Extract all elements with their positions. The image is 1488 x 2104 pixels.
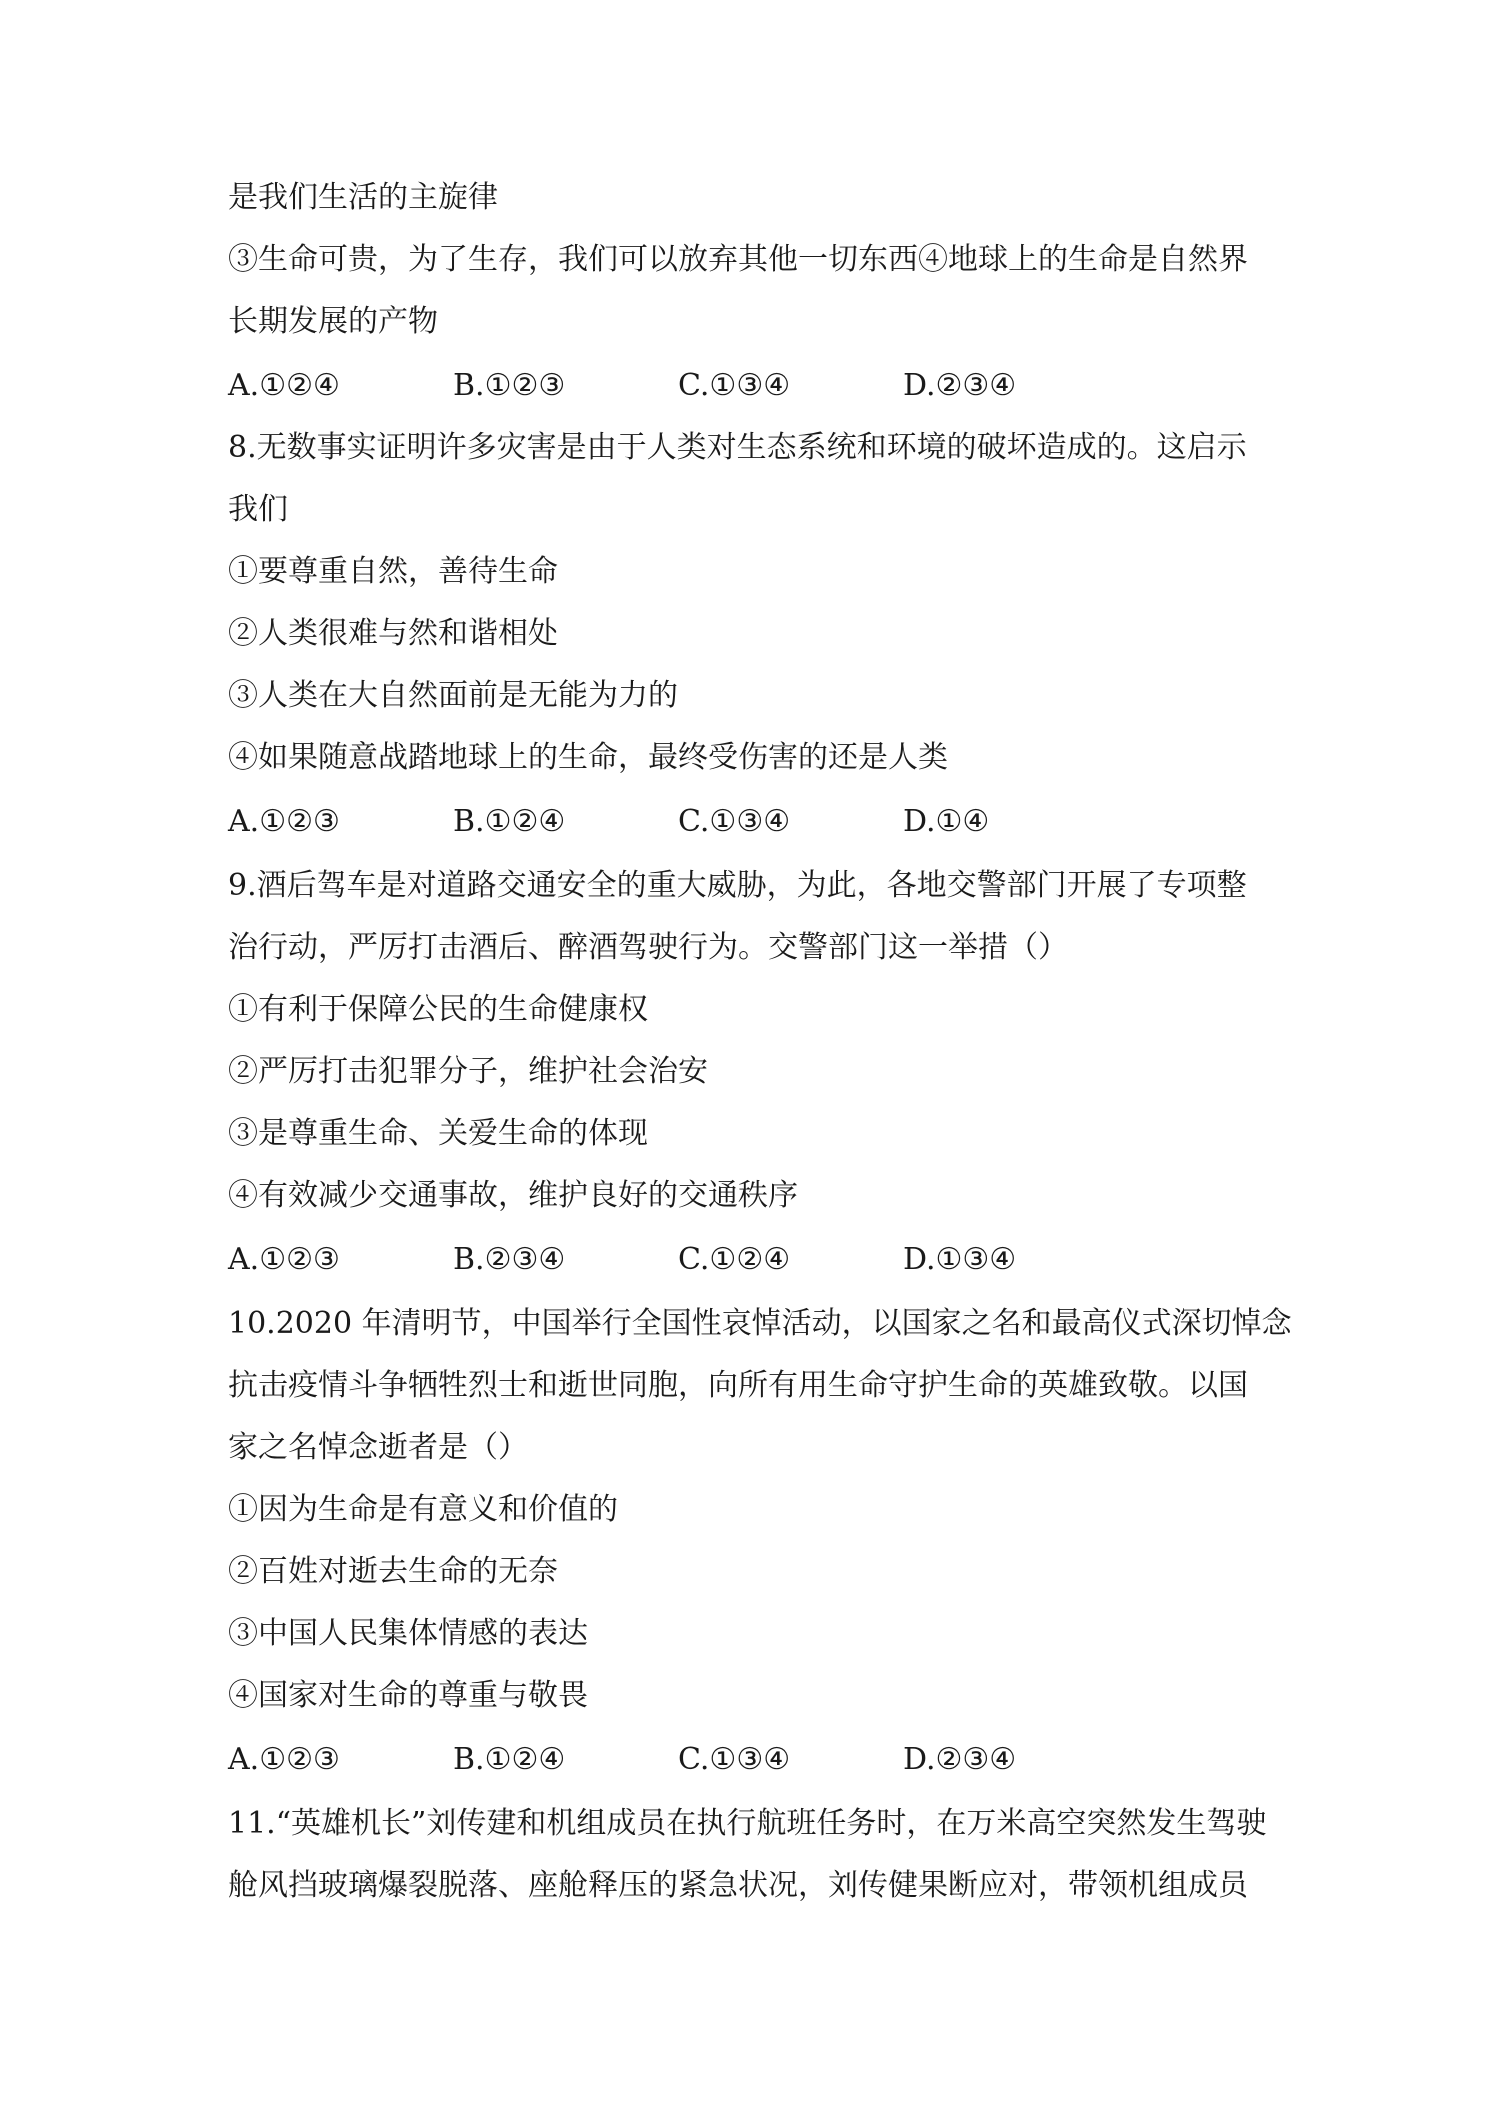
q10-item-1: ①因为生命是有意义和价值的	[228, 1492, 618, 1527]
continuation-line-1: 是我们生活的主旋律	[228, 180, 498, 215]
q10-item-2: ②百姓对逝去生命的无奈	[228, 1554, 558, 1589]
q8-option-a: A.①②③	[228, 804, 340, 839]
q8-option-c: C.①③④	[678, 804, 791, 839]
q9-item-3: ③是尊重生命、关爱生命的体现	[228, 1116, 648, 1151]
q10-option-c: C.①③④	[678, 1742, 791, 1777]
continuation-option-c: C.①③④	[678, 368, 791, 403]
q8-item-1: ①要尊重自然，善待生命	[228, 554, 558, 589]
q9-item-2: ②严厉打击犯罪分子，维护社会治安	[228, 1054, 708, 1089]
q8-item-4: ④如果随意战踏地球上的生命，最终受伤害的还是人类	[228, 740, 948, 775]
q9-option-c: C.①②④	[678, 1242, 791, 1277]
q8-stem-line-2: 我们	[228, 492, 288, 527]
q9-item-4: ④有效减少交通事故，维护良好的交通秩序	[228, 1178, 798, 1213]
q9-option-b: B.②③④	[453, 1242, 566, 1277]
q11-stem-line-1: 11.“英雄机长”刘传建和机组成员在执行航班任务时，在万米高空突然发生驾驶	[228, 1806, 1267, 1841]
q8-item-2: ②人类很难与然和谐相处	[228, 616, 558, 651]
continuation-option-a: A.①②④	[228, 368, 340, 403]
q8-stem-line-1: 8.无数事实证明许多灾害是由于人类对生态系统和环境的破坏造成的。这启示	[228, 430, 1247, 465]
q10-item-3: ③中国人民集体情感的表达	[228, 1616, 588, 1651]
q10-stem-line-2: 抗击疫情斗争牺牲烈士和逝世同胞，向所有用生命守护生命的英雄致敬。以国	[228, 1368, 1248, 1403]
q9-option-a: A.①②③	[228, 1242, 340, 1277]
q10-stem-line-1: 10.2020 年清明节，中国举行全国性哀悼活动，以国家之名和最高仪式深切悼念	[228, 1306, 1292, 1341]
q8-option-d: D.①④	[903, 804, 990, 839]
q10-stem-line-3: 家之名悼念逝者是（）	[228, 1430, 528, 1465]
continuation-line-2: ③生命可贵，为了生存，我们可以放弃其他一切东西④地球上的生命是自然界	[228, 242, 1248, 277]
q8-item-3: ③人类在大自然面前是无能为力的	[228, 678, 678, 713]
q9-option-d: D.①③④	[903, 1242, 1017, 1277]
q10-item-4: ④国家对生命的尊重与敬畏	[228, 1678, 588, 1713]
continuation-option-d: D.②③④	[903, 368, 1017, 403]
q9-stem-line-1: 9.酒后驾车是对道路交通安全的重大威胁，为此，各地交警部门开展了专项整	[228, 868, 1247, 903]
q8-option-b: B.①②④	[453, 804, 566, 839]
q9-item-1: ①有利于保障公民的生命健康权	[228, 992, 648, 1027]
q10-option-d: D.②③④	[903, 1742, 1017, 1777]
q9-stem-line-2: 治行动，严厉打击酒后、醉酒驾驶行为。交警部门这一举措（）	[228, 930, 1068, 965]
q10-option-b: B.①②④	[453, 1742, 566, 1777]
q10-option-a: A.①②③	[228, 1742, 340, 1777]
continuation-line-3: 长期发展的产物	[228, 304, 438, 339]
continuation-option-b: B.①②③	[453, 368, 566, 403]
q11-stem-line-2: 舱风挡玻璃爆裂脱落、座舱释压的紧急状况，刘传健果断应对，带领机组成员	[228, 1868, 1248, 1903]
